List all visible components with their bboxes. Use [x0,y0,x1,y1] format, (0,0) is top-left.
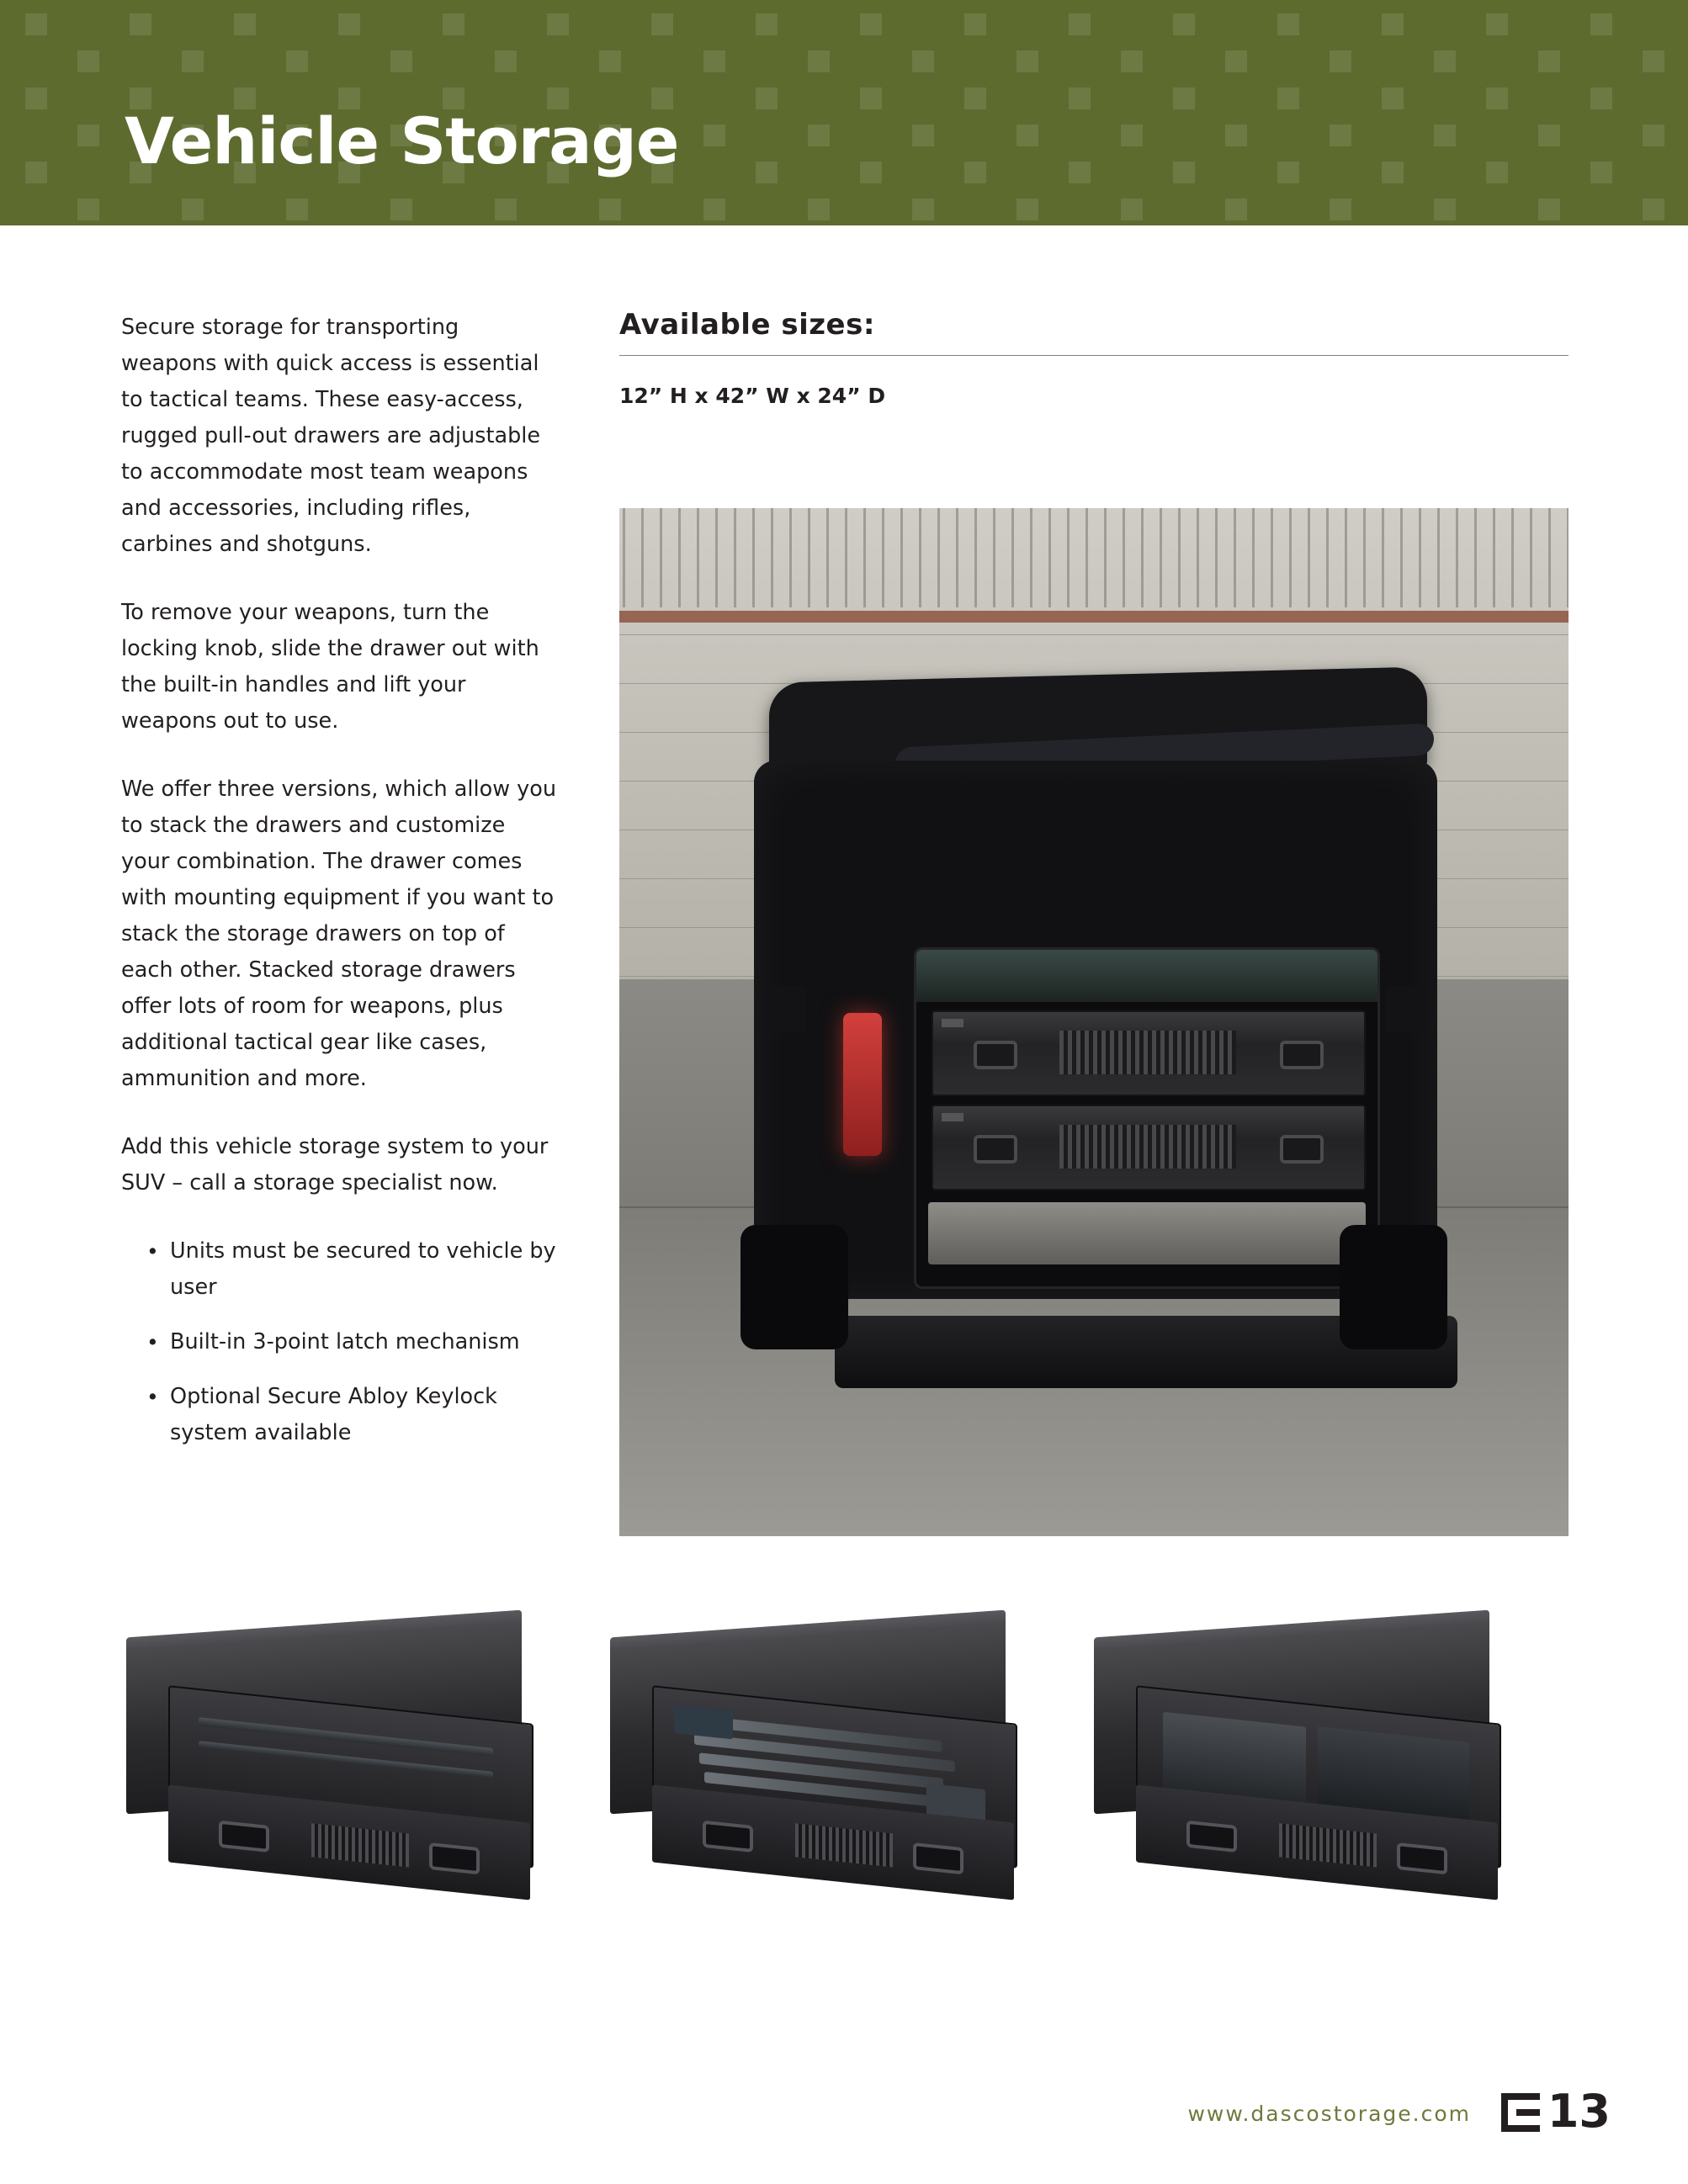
horizontal-rule [619,355,1569,356]
list-item: • Units must be secured to vehicle by user [170,1233,557,1306]
suv-wheel-left [740,1225,848,1349]
hero-vehicle-photo [619,508,1569,1536]
suv-mirror-left [766,986,806,1033]
body-paragraph-4: Add this vehicle storage system to your SUV – call a storage specialist now. [121,1134,549,1195]
drawer-handle-left [1186,1821,1237,1853]
drawer-handle-right [913,1842,963,1874]
list-item: • Optional Secure Abloy Keylock system available [170,1379,557,1451]
drawer-handle-right [1280,1041,1324,1069]
dasco-logo-icon [1501,2093,1540,2132]
drawer-handle-right [1397,1842,1447,1874]
suv-cargo-area [914,947,1380,1289]
drawer-vent-panel [1059,1125,1236,1169]
product-photo-empty-drawer [118,1605,606,1967]
drawer-label-plate [942,1113,963,1121]
drawer-handle-left [974,1041,1017,1069]
drawer-handle-left [974,1135,1017,1164]
cargo-ceiling [916,950,1377,1002]
drawer-handle-right [1280,1135,1324,1164]
feature-bullet-list [121,1233,557,1451]
product-photo-gear-drawer [1086,1605,1574,1967]
suv-mirror-right [1385,986,1425,1033]
page-title: Vehicle Storage [125,103,679,178]
drawer-vent-panel [795,1823,893,1867]
body-paragraph-2: To remove your weapons, turn the locking knob, slide the drawer out with the built-in handles and lift your weapons out to use. [121,600,539,734]
product-photo-rifle-drawer [602,1605,1090,1967]
available-sizes-header [619,308,1569,356]
drawer-label-plate [942,1019,963,1027]
suv-taillight-left [843,1013,882,1156]
footer-website-url[interactable]: www.dascostorage.com [1187,2102,1471,2126]
wall-red-stripe [619,611,1569,623]
storage-drawer-upper [932,1010,1366,1096]
page-header-band [0,0,1688,225]
drawer-vent-panel [311,1823,409,1867]
drawer-handle-right [429,1842,480,1874]
drawer-handle-left [703,1821,753,1853]
suv-wheel-right [1340,1225,1447,1349]
product-photo-row [118,1605,1574,1967]
list-item: • Built-in 3-point latch mechanism [170,1324,557,1360]
available-sizes-title: Available sizes: [619,308,875,342]
drawer-handle-left [219,1821,269,1853]
suv-body [754,761,1437,1299]
body-paragraph-3: We offer three versions, which allow you to stack the drawers and customize your combination. The drawer comes with mounting equipment if you want to stack the storage drawers on top of each other. Stacked storage drawers offer lots of room for weapons, plus additional tactical gear like cases, ammunition and more. [121,777,557,1091]
suv-illustration [703,626,1484,1383]
drawer-vent-panel [1279,1823,1377,1867]
ammo-box [674,1704,733,1739]
available-sizes-value: 12” H x 42” W x 24” D [619,384,886,408]
cargo-floor-panel [928,1202,1366,1264]
drawer-vent-panel [1059,1031,1236,1074]
body-paragraph-1: Secure storage for transporting weapons with quick access is essential to tactical teams. These easy-access, rugged pull-out drawers are adjustable to accommodate most team weapons and accessories, including rifles, carbines and shotguns. [121,315,541,557]
page-number: 13 [1547,2085,1611,2138]
storage-drawer-lower [932,1105,1366,1190]
left-text-column [121,310,557,1470]
